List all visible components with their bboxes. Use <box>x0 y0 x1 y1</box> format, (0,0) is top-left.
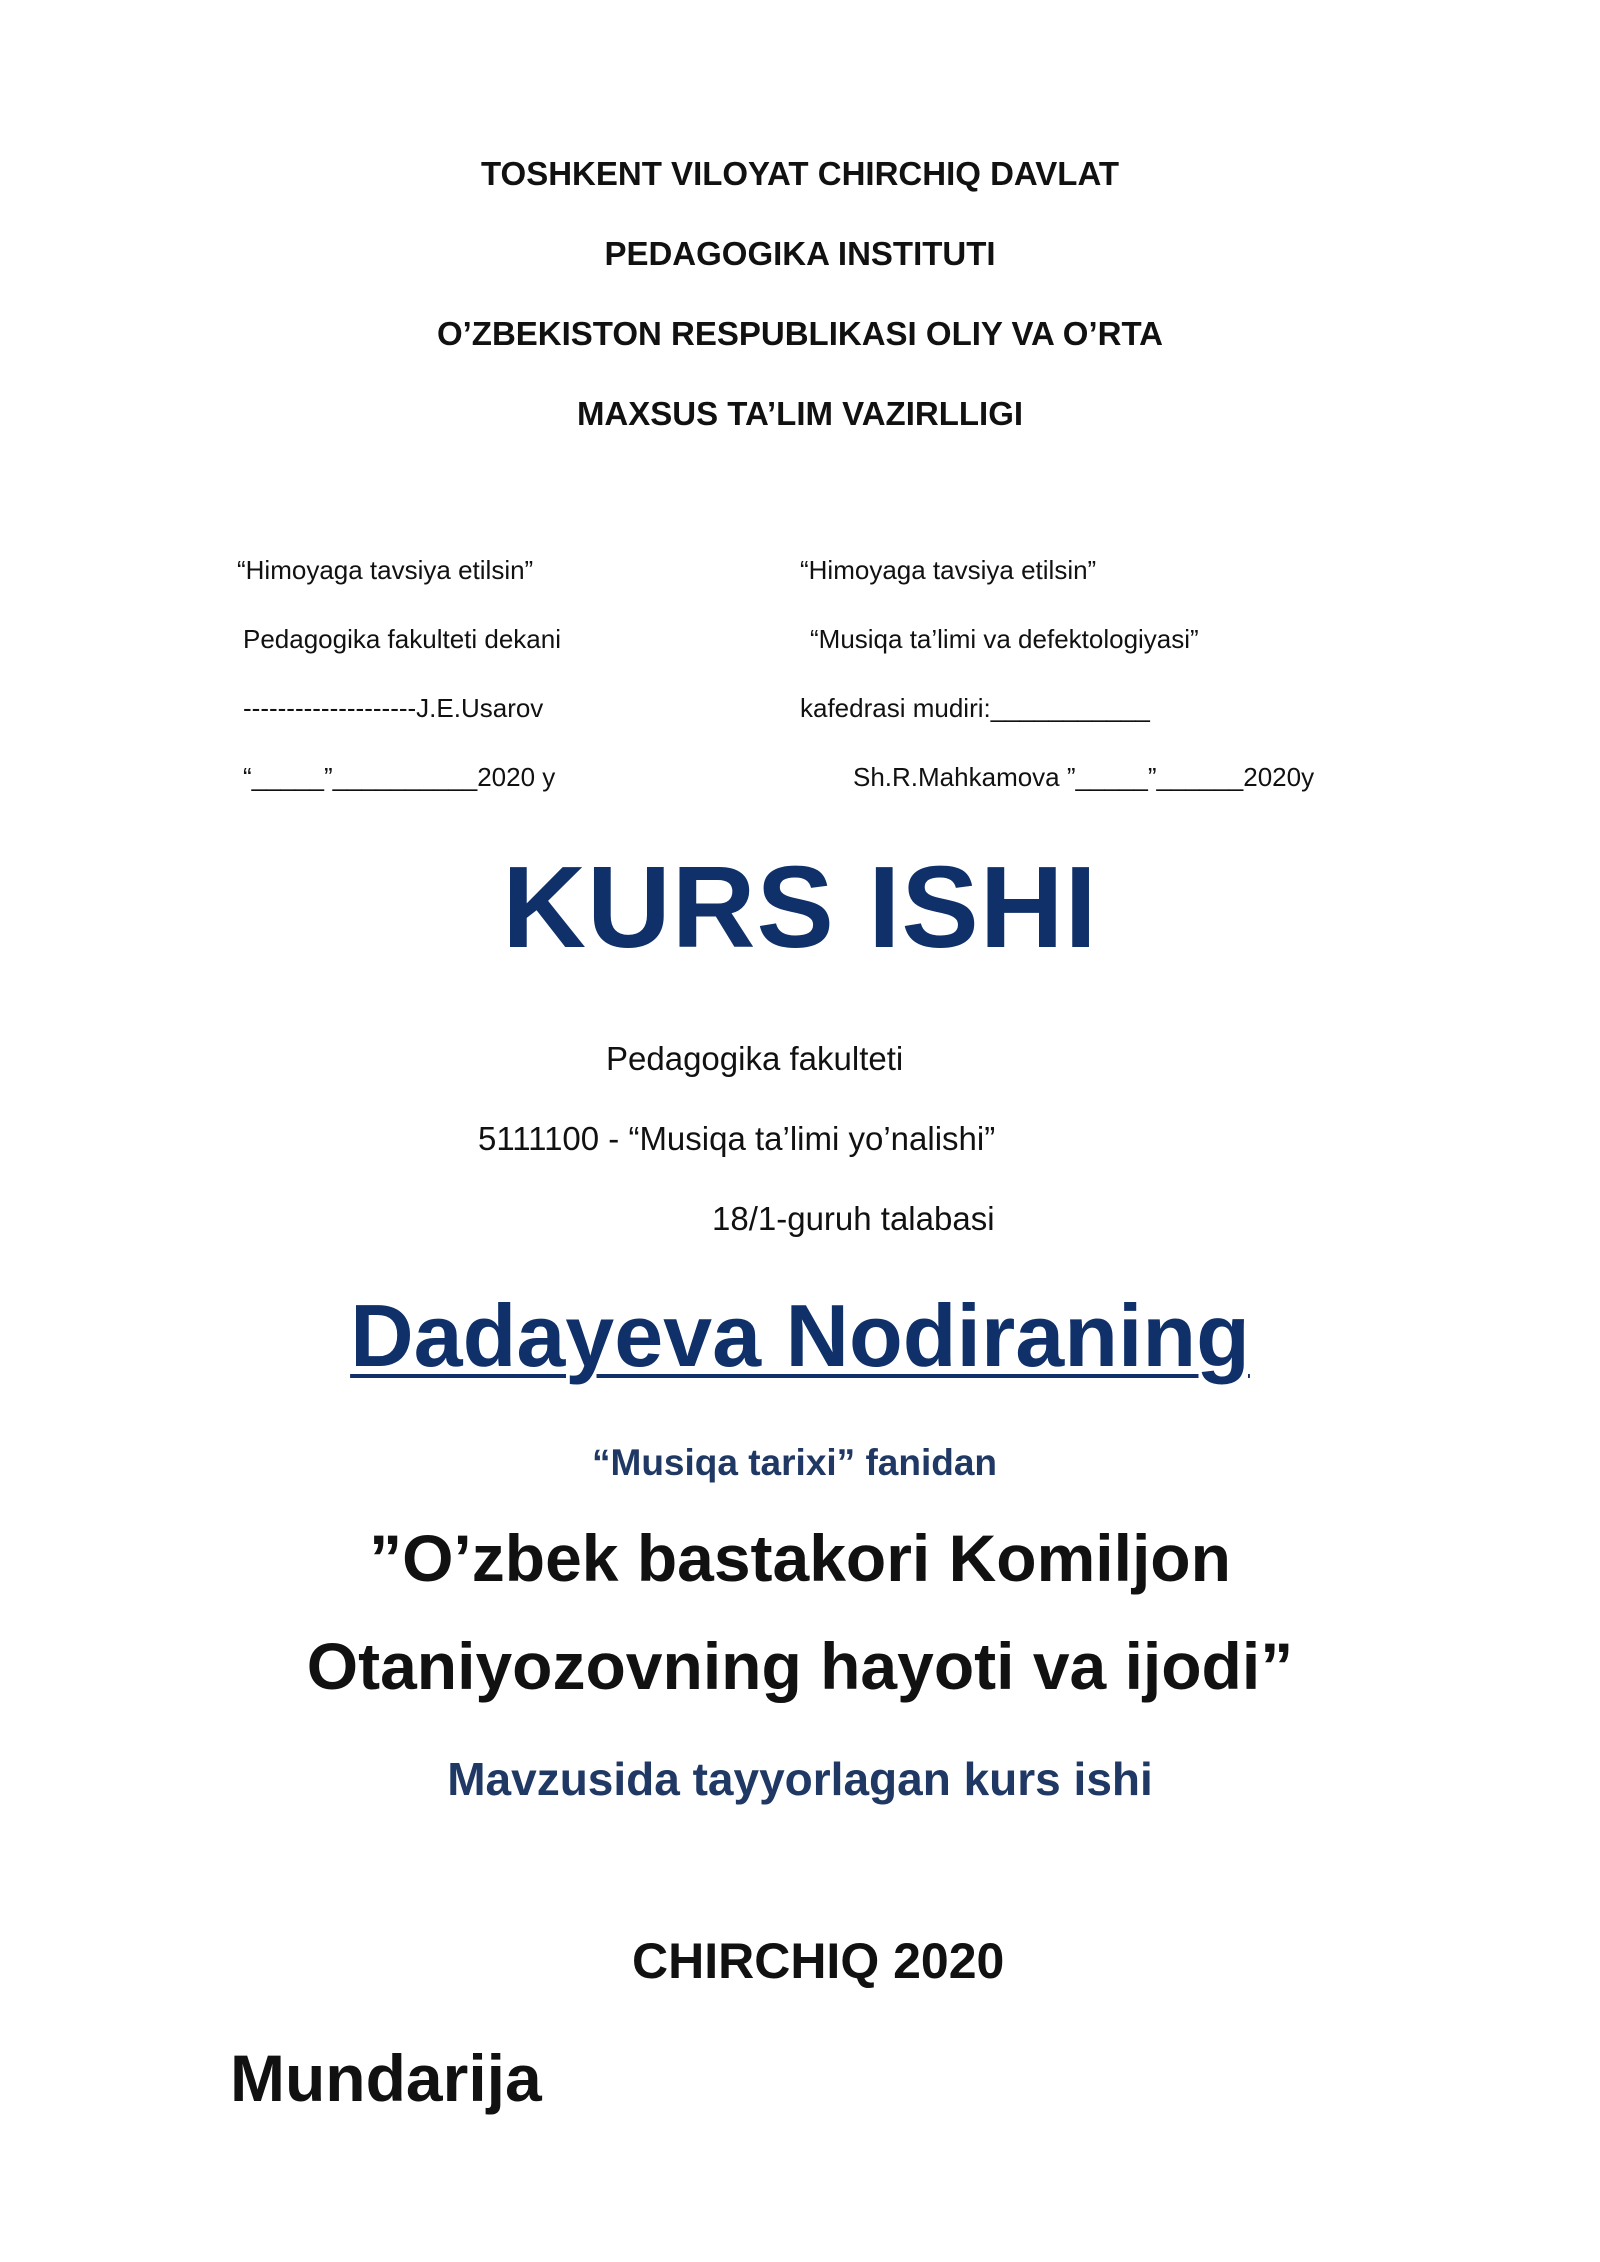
institution-line-4: MAXSUS TA’LIM VAZIRLLIGI <box>576 395 1024 432</box>
prepared-line: Mavzusida tayyorlagan kurs ishi <box>447 1753 1153 1805</box>
direction-line: 5111100 - “Musiqa ta’limi yo’nalishi” <box>478 1120 996 1157</box>
approval-right-recommend: “Himoyaga tavsiya etilsin” <box>800 555 1097 585</box>
topic-line-2: Otaniyozovning hayoti va ijodi” <box>306 1629 1294 1703</box>
document-title: KURS ISHI <box>502 842 1098 972</box>
subject-line: “Musiqa tarixi” fanidan <box>592 1442 998 1483</box>
approval-right-department: “Musiqa ta’limi va defektologiyasi” <box>810 624 1199 654</box>
approval-left-position: Pedagogika fakulteti dekani <box>243 624 562 654</box>
institution-line-1: TOSHKENT VILOYAT CHIRCHIQ DAVLAT <box>480 155 1120 192</box>
approval-left-recommend: “Himoyaga tavsiya etilsin” <box>237 555 534 585</box>
institution-line-2: PEDAGOGIKA INSTITUTI <box>604 235 996 272</box>
institution-line-3: O’ZBEKISTON RESPUBLIKASI OLIY VA O’RTA <box>436 315 1164 352</box>
group-line: 18/1-guruh talabasi <box>712 1200 995 1237</box>
approval-left-date: “_____”__________2020 y <box>243 762 556 792</box>
topic-line-1: ”O’zbek bastakori Komiljon <box>369 1521 1231 1595</box>
faculty-line: Pedagogika fakulteti <box>606 1040 904 1077</box>
city-year: CHIRCHIQ 2020 <box>632 1933 1005 1989</box>
student-name: Dadayeva Nodiraning <box>350 1286 1250 1385</box>
approval-right-position: kafedrasi mudiri:___________ <box>800 693 1150 723</box>
approval-left-signature: --------------------J.E.Usarov <box>243 693 544 723</box>
approval-right-date: Sh.R.Mahkamova ”_____”______2020y <box>853 762 1315 792</box>
contents-heading: Mundarija <box>230 2041 542 2115</box>
